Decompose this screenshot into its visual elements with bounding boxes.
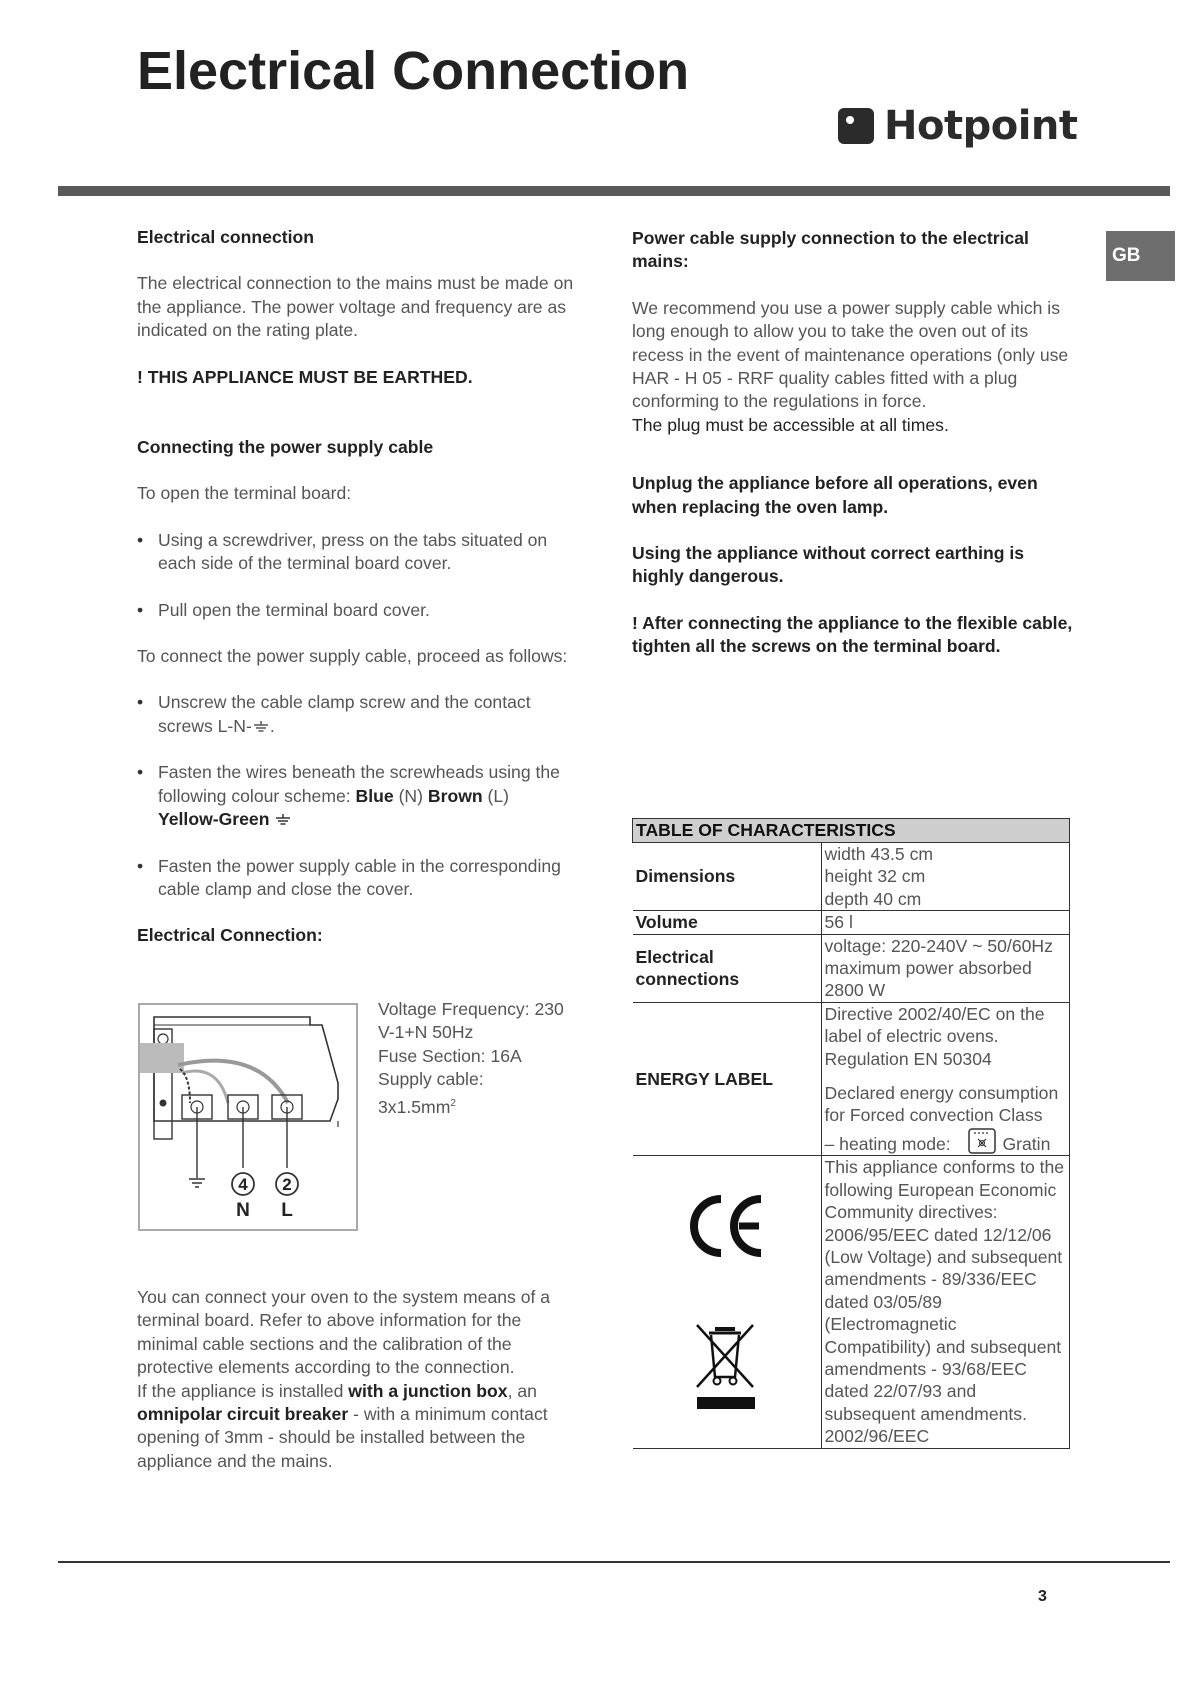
energy-label-label: ENERGY LABEL	[633, 1002, 822, 1155]
ce-mark-icon	[689, 1193, 765, 1259]
list-item: • Pull open the terminal board cover.	[137, 599, 582, 622]
heading-power-cable-mains: Power cable supply connection to the electrical mains:	[632, 228, 1029, 272]
terminal-board-diagram	[138, 1003, 358, 1231]
earth-symbol-icon	[274, 814, 292, 826]
spec-line: Supply cable:	[378, 1069, 484, 1090]
electrical-connections-value: voltage: 220-240V ~ 50/60Hz maximum power absorbed 2800 W	[821, 934, 1070, 1002]
live-terminal-number: 2	[282, 1175, 292, 1194]
heating-mode-line: – heating mode: Gratin	[825, 1127, 1068, 1155]
table-row	[633, 843, 1070, 911]
terminal-board-illustration	[138, 1003, 358, 1231]
heading-power-supply-cable: Connecting the power supply cable	[137, 437, 434, 458]
table-row	[633, 1156, 1070, 1448]
table-row	[633, 1002, 1070, 1155]
certification-marks	[633, 1156, 822, 1448]
paragraph-open-terminal: To open the terminal board:	[137, 483, 352, 504]
list-item: • Using a screwdriver, press on the tabs situated on each side of the terminal board cover.	[137, 529, 582, 576]
open-steps-list	[137, 529, 582, 622]
brand-name: Hotpoint	[884, 103, 1078, 149]
list-item: • Unscrew the cable clamp screw and the contact screws L-N- .	[137, 691, 582, 738]
characteristics-table-wrapper	[632, 818, 1070, 1449]
table-title: TABLE OF CHARACTERISTICS	[633, 819, 1070, 843]
neutral-terminal-number: 4	[238, 1175, 248, 1194]
language-tab: GB	[1106, 231, 1175, 281]
connect-steps-list	[137, 691, 582, 901]
left-column	[137, 226, 582, 948]
characteristics-table	[632, 818, 1070, 1449]
dimensions-value: width 43.5 cm height 32 cm depth 40 cm	[821, 843, 1070, 911]
gratin-mode-icon	[968, 1127, 996, 1155]
page-title: Electrical Connection	[137, 41, 690, 101]
page-number: 3	[1038, 1588, 1047, 1605]
volume-label: Volume	[633, 911, 822, 934]
spec-line: $3x1.5mm^2$	[378, 1096, 456, 1117]
spec-line: V-1+N 50Hz	[378, 1022, 474, 1043]
paragraph-junction-box: If the appliance is installed with a junction box, an omnipolar circuit breaker - with a minimum contact opening of 3mm - should be installed between the appliance and the mains.	[137, 1380, 548, 1471]
footer-rule	[58, 1561, 1170, 1563]
paragraph-mains: The electrical connection to the mains must be made on the appliance. The power voltage and frequency are as indicated on the rating plate.	[137, 273, 574, 341]
paragraph-connect-cable: To connect the power supply cable, proceed as follows:	[137, 646, 568, 667]
energy-label-value: Directive 2002/40/EC on the label of electric ovens. Regulation EN 50304 Declared energy consumption for Forced convection Class – heating mode: Gratin	[821, 1002, 1070, 1155]
paragraph-plug-accessible: The plug must be accessible at all times.	[632, 414, 949, 435]
list-item: • Fasten the wires beneath the screwheads using the following colour scheme: Blue (N) Brown (L) Yellow-Green	[137, 761, 582, 831]
header-rule	[58, 186, 1170, 196]
paragraph-bottom	[137, 1286, 582, 1473]
conformity-statement: This appliance conforms to the following European Economic Community directives: 2006/95/EEC dated 12/12/06 (Low Voltage) and subsequent amendments - 89/336/EEC dated 03/05/89 (Electromagnetic Compatibility) and subsequent amendments - 93/68/EEC dated 22/07/93 and subsequent amendments. 2002/96/EEC	[821, 1156, 1070, 1448]
earthed-warning: ! THIS APPLIANCE MUST BE EARTHED.	[137, 366, 473, 387]
table-row	[633, 911, 1070, 934]
volume-value: 56 l	[821, 911, 1070, 934]
brand-logo	[838, 104, 1078, 148]
hotpoint-logo-icon	[838, 108, 874, 144]
table-row	[633, 934, 1070, 1002]
electrical-specs	[378, 998, 578, 1119]
heading-electrical-connection: Electrical connection	[137, 227, 314, 247]
heading-electrical-connection-specs: Electrical Connection:	[137, 925, 323, 946]
warning-tighten-screws: ! After connecting the appliance to the flexible cable, tighten all the screws on the terminal board.	[632, 612, 1073, 657]
right-column	[632, 227, 1077, 659]
warning-earthing: Using the appliance without correct earthing is highly dangerous.	[632, 543, 1025, 587]
warning-unplug: Unplug the appliance before all operations, even when replacing the oven lamp.	[632, 473, 1038, 517]
earth-symbol-icon	[252, 721, 270, 733]
table-header-row	[633, 819, 1070, 843]
paragraph-terminal-board: You can connect your oven to the system means of a terminal board. Refer to above information for the minimal cable sections and the calibration of the protective elements according to the connection.	[137, 1287, 551, 1378]
neutral-label: N	[236, 1200, 250, 1221]
paragraph-cable-recommendation: We recommend you use a power supply cable which is long enough to allow you to take the oven out of its recess in the event of maintenance operations (only use HAR - H 05 - RRF quality cables fitted with a plug conforming to the regulations in force.	[632, 297, 1069, 412]
electrical-connections-label: Electrical connections	[633, 934, 822, 1002]
list-item: • Fasten the power supply cable in the corresponding cable clamp and close the cover.	[137, 855, 582, 902]
spec-line: Fuse Section: 16A	[378, 1045, 522, 1066]
spec-line: Voltage Frequency: 230	[378, 999, 564, 1019]
dimensions-label: Dimensions	[633, 843, 822, 911]
live-label: L	[281, 1200, 293, 1221]
weee-bin-icon	[695, 1321, 759, 1411]
